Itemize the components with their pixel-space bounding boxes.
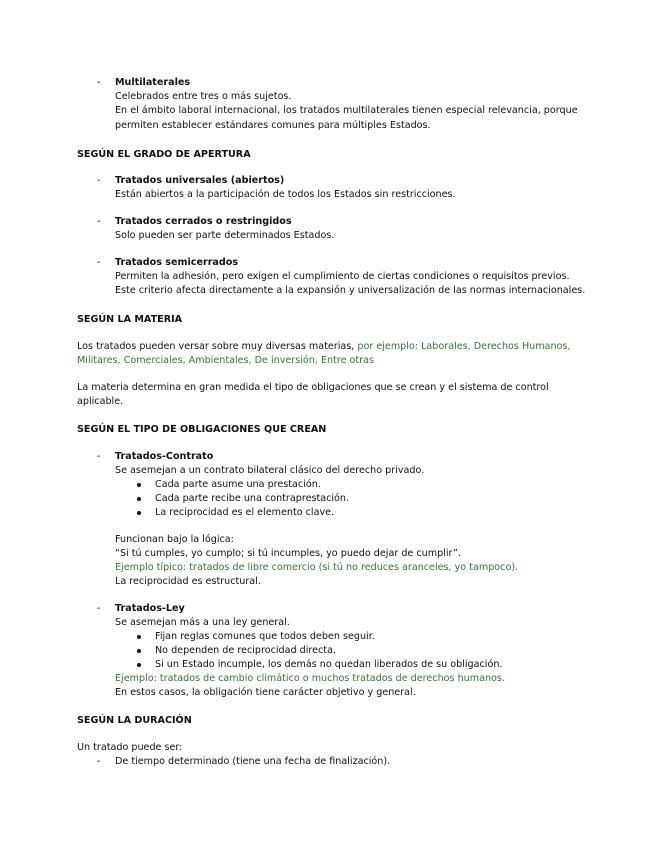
bullet-dot: [137, 635, 141, 639]
bullet-dot: [137, 649, 141, 653]
item-text: Permiten la adhesión, pero exigen el cumplimiento de ciertas condiciones o requisitos previos.: [115, 271, 570, 282]
item-text: Celebrados entre tres o más sujetos.: [115, 91, 292, 102]
list-dash: -: [97, 603, 101, 614]
section-heading: SEGÚN LA MATERIA: [77, 314, 183, 325]
item-text: La reciprocidad es estructural.: [115, 576, 261, 587]
item-text: permiten establecer estándares comunes para múltiples Estados.: [115, 120, 431, 131]
paragraph-line: Un tratado puede ser:: [77, 742, 183, 753]
section-heading: SEGÚN LA DURACIÓN: [77, 715, 192, 726]
bullet-text: Si un Estado incumple, los demás no quedan liberados de su obligación.: [155, 659, 503, 670]
list-dash: -: [97, 756, 101, 767]
item-text: En estos casos, la obligación tiene carácter objetivo y general.: [115, 687, 416, 698]
paragraph-line: aplicable.: [77, 396, 124, 407]
bullet-dot: [137, 497, 141, 501]
quote-text: “Si tú cumples, yo cumplo; si tú incumples, yo puedo dejar de cumplir”.: [115, 548, 461, 559]
example-text: Ejemplo: tratados de cambio climático o muchos tratados de derechos humanos.: [115, 673, 505, 684]
list-dash: -: [97, 257, 101, 268]
paragraph-line: La materia determina en gran medida el tipo de obligaciones que se crean y el sistema de control: [77, 382, 549, 393]
paragraph-line: [77, 341, 570, 353]
list-dash: -: [97, 77, 101, 88]
item-title: Tratados-Ley: [115, 603, 185, 614]
bullet-text: No dependen de reciprocidad directa.: [155, 645, 336, 656]
item-text: Funcionan bajo la lógica:: [115, 534, 234, 545]
example-text: por ejemplo: Laborales, Derechos Humanos,: [357, 341, 571, 352]
section-heading: SEGÚN EL TIPO DE OBLIGACIONES QUE CREAN: [77, 424, 327, 435]
item-text: De tiempo determinado (tiene una fecha de finalización).: [115, 756, 391, 767]
item-text: Se asemejan a un contrato bilateral clásico del derecho privado.: [115, 465, 425, 476]
paragraph-text: Los tratados pueden versar sobre muy diversas materias,: [77, 341, 358, 352]
item-title: Tratados semicerrados: [115, 257, 239, 268]
list-dash: -: [97, 451, 101, 462]
example-text: Ejemplo típico: tratados de libre comercio (si tú no reduces aranceles, yo tampoco).: [115, 562, 519, 573]
item-title: Tratados-Contrato: [115, 451, 214, 462]
example-text: Militares, Comerciales, Ambientales, De inversión, Entre otras: [77, 355, 374, 366]
bullet-text: Cada parte recibe una contraprestación.: [155, 493, 350, 504]
list-dash: -: [97, 216, 101, 227]
section-heading: SEGÚN EL GRADO DE APERTURA: [77, 149, 251, 160]
item-title: Tratados cerrados o restringidos: [115, 216, 292, 227]
bullet-dot: [137, 511, 141, 515]
item-title: Tratados universales (abiertos): [115, 175, 285, 186]
list-dash: -: [97, 175, 101, 186]
bullet-text: Cada parte asume una prestación.: [155, 479, 321, 490]
bullet-text: La reciprocidad es el elemento clave.: [155, 507, 335, 518]
item-text: Están abiertos a la participación de todos los Estados sin restricciones.: [115, 189, 456, 200]
bullet-dot: [137, 483, 141, 487]
item-text: Se asemejan más a una ley general.: [115, 617, 290, 628]
item-text: En el ámbito laboral internacional, los tratados multilaterales tienen especial relevancia, porque: [115, 105, 578, 116]
item-text: Solo pueden ser parte determinados Estados.: [115, 230, 335, 241]
item-title: Multilaterales: [115, 77, 191, 88]
bullet-text: Fijan reglas comunes que todos deben seguir.: [155, 631, 375, 642]
bullet-dot: [137, 663, 141, 667]
item-text: Este criterio afecta directamente a la expansión y universalización de las normas internacionales.: [115, 285, 586, 296]
